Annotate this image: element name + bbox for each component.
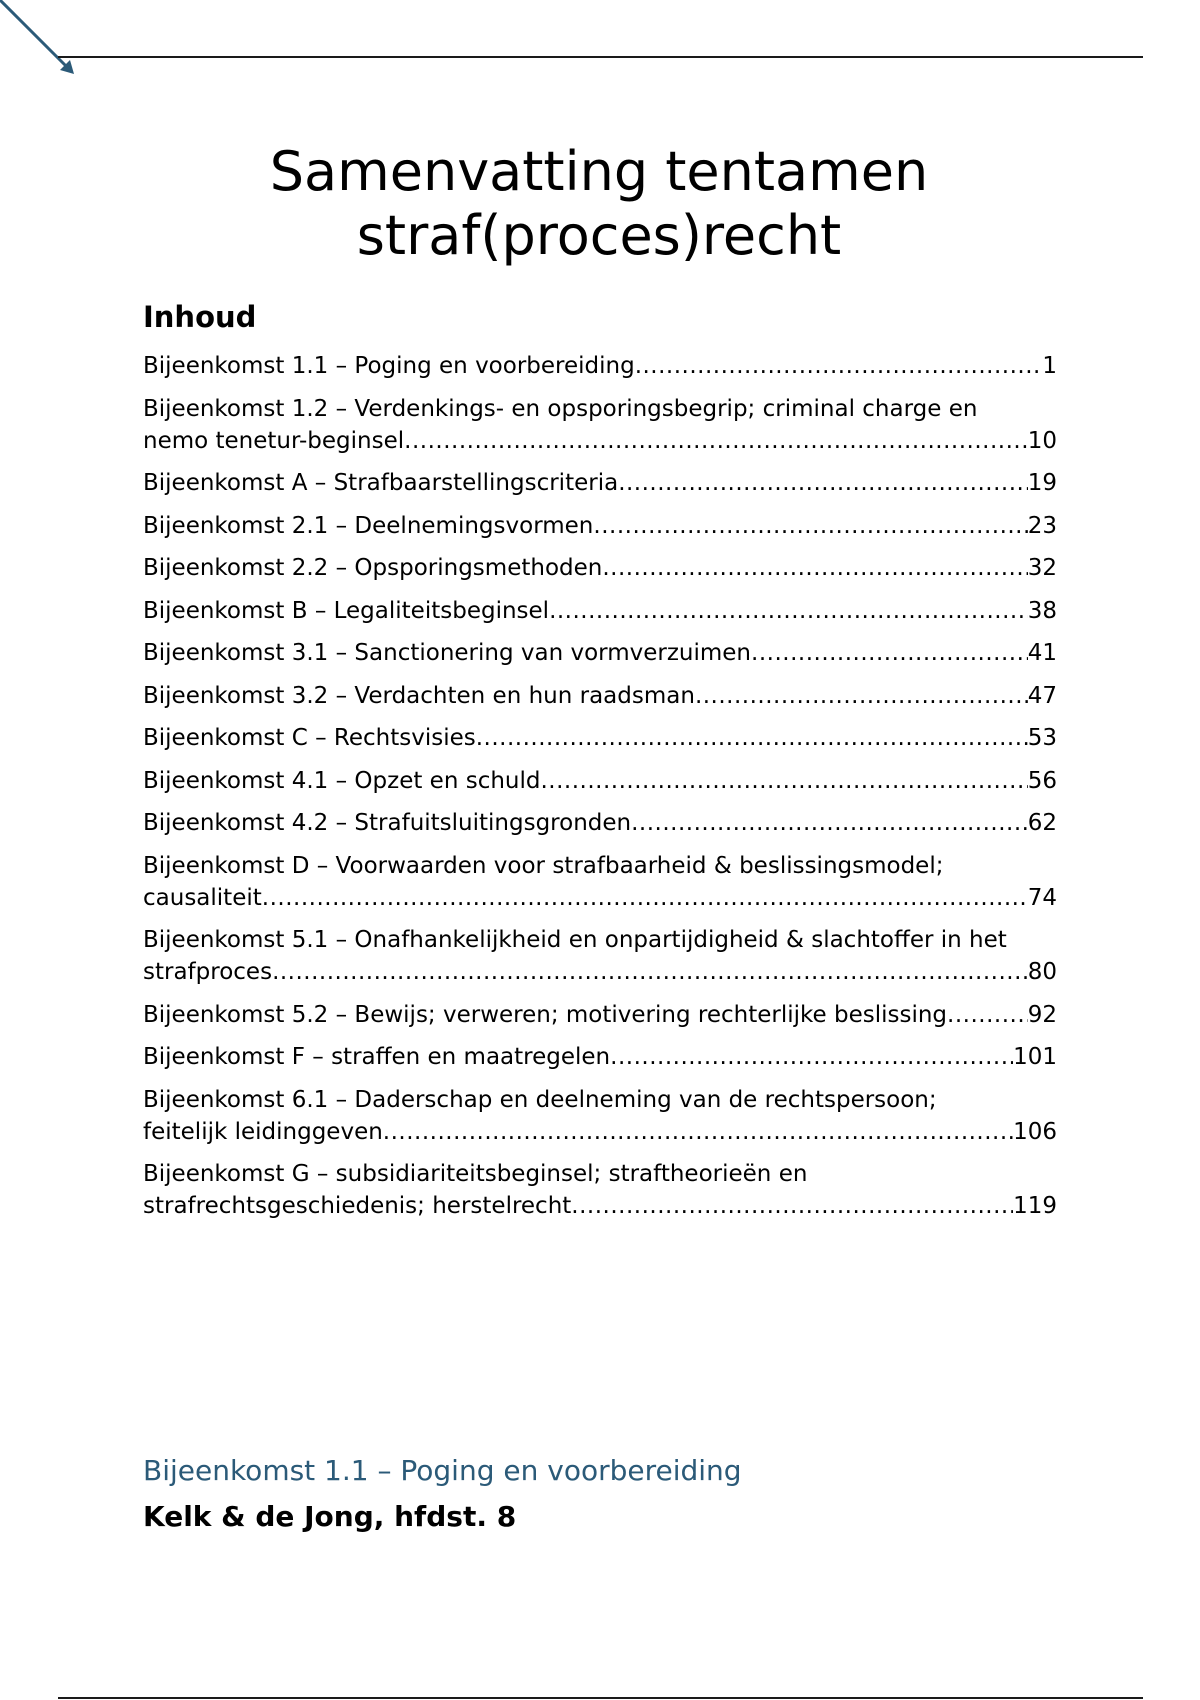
toc-entry[interactable] [143, 1084, 1057, 1148]
toc-leader-dots [947, 999, 1028, 1031]
toc-entry[interactable] [143, 552, 1057, 584]
toc-entry-title: causaliteit [143, 884, 262, 911]
toc-page-number: 74 [1027, 884, 1057, 911]
toc-entry-title-line: Bijeenkomst G – subsidiariteitsbeginsel; straftheorieën en [143, 1161, 808, 1187]
toc-page-number: 38 [1027, 597, 1057, 624]
toc-leader-dots [610, 1041, 1013, 1073]
toc-leader-dots [751, 637, 1028, 669]
toc-leader-dots [272, 956, 1028, 988]
toc-entry[interactable] [143, 999, 1057, 1031]
footer-rule [58, 1697, 1143, 1699]
table-of-contents [143, 350, 1057, 1233]
toc-leader-dots [631, 807, 1028, 839]
toc-entry-title: Bijeenkomst 5.2 – Bewijs; verweren; motivering rechterlijke beslissing [143, 1001, 948, 1028]
toc-entry-title: strafproces [143, 959, 273, 985]
toc-entry[interactable] [143, 595, 1057, 627]
toc-entry[interactable] [143, 722, 1057, 754]
toc-entry-title-line: Bijeenkomst 1.2 – Verdenkings- en opsporingsbegrip; criminal charge en [143, 395, 978, 422]
toc-entry-title-line: Bijeenkomst 6.1 – Daderschap en deelneming van de rechtspersoon; [143, 1086, 937, 1113]
toc-page-number: 10 [1027, 427, 1057, 454]
toc-entry[interactable] [143, 510, 1057, 542]
toc-entry-title: Bijeenkomst 1.1 – Poging en voorbereiding [143, 353, 635, 379]
toc-page-number: 119 [1013, 1193, 1057, 1219]
section-subheading: Kelk & de Jong, hfdst. 8 [143, 1500, 517, 1533]
toc-entry-title: nemo tenetur-beginsel [143, 427, 405, 454]
toc-entry-title: Bijeenkomst 4.2 – Strafuitsluitingsgronden [143, 810, 632, 836]
toc-leader-dots [618, 467, 1028, 499]
toc-page-number: 23 [1027, 512, 1057, 539]
toc-entry-title: Bijeenkomst 3.1 – Sanctionering van vormverzuimen [143, 640, 752, 666]
toc-page-number: 106 [1013, 1118, 1057, 1145]
toc-entry[interactable] [143, 1158, 1057, 1222]
toc-heading: Inhoud [143, 300, 257, 334]
toc-page-number: 62 [1027, 810, 1057, 836]
toc-entry-title: Bijeenkomst F – straffen en maatregelen [143, 1044, 611, 1070]
toc-entry[interactable] [143, 680, 1057, 712]
toc-leader-dots [695, 680, 1028, 712]
toc-page-number: 32 [1027, 555, 1057, 581]
toc-entry-title-line: Bijeenkomst D – Voorwaarden voor strafbaarheid & beslissingsmodel; [143, 852, 944, 879]
toc-entry-title: Bijeenkomst B – Legaliteitsbeginsel [143, 597, 550, 624]
toc-entry[interactable] [143, 850, 1057, 914]
toc-entry-title: Bijeenkomst 4.1 – Opzet en schuld [143, 767, 541, 794]
toc-page-number: 53 [1027, 725, 1057, 751]
toc-leader-dots [549, 595, 1028, 627]
toc-entry[interactable] [143, 350, 1057, 382]
toc-entry[interactable] [143, 807, 1057, 839]
toc-page-number: 101 [1013, 1044, 1057, 1070]
toc-page-number: 1 [1042, 353, 1057, 379]
header-rule [58, 56, 1143, 58]
toc-entry[interactable] [143, 1041, 1057, 1073]
toc-entry-title-line: Bijeenkomst 5.1 – Onafhankelijkheid en onpartijdigheid & slachtoffer in het [143, 927, 1007, 953]
toc-entry[interactable] [143, 765, 1057, 797]
toc-leader-dots [602, 552, 1027, 584]
toc-leader-dots [383, 1116, 1013, 1148]
toc-leader-dots [635, 350, 1043, 382]
toc-page-number: 80 [1027, 959, 1057, 985]
title-line-2: straf(proces)recht [356, 204, 842, 267]
title-line-1: Samenvatting tentamen [269, 140, 929, 203]
toc-leader-dots [404, 425, 1028, 457]
toc-entry-title: Bijeenkomst 2.2 – Opsporingsmethoden [143, 555, 603, 581]
toc-entry[interactable] [143, 924, 1057, 988]
toc-leader-dots [476, 722, 1028, 754]
section-heading: Bijeenkomst 1.1 – Poging en voorbereiding [143, 1454, 742, 1487]
toc-leader-dots [541, 765, 1028, 797]
toc-entry-title: feitelijk leidinggeven [143, 1118, 383, 1145]
toc-leader-dots [262, 882, 1028, 914]
toc-leader-dots [593, 510, 1027, 542]
toc-entry-title: Bijeenkomst A – Strafbaarstellingscriteria [143, 470, 619, 496]
toc-entry[interactable] [143, 637, 1057, 669]
toc-page-number: 47 [1027, 682, 1057, 709]
toc-page-number: 41 [1027, 640, 1057, 666]
corner-arrow-icon [0, 0, 80, 80]
toc-page-number: 19 [1027, 470, 1057, 496]
toc-entry[interactable] [143, 467, 1057, 499]
toc-page-number: 92 [1027, 1001, 1057, 1028]
document-title [145, 140, 1053, 268]
toc-entry[interactable] [143, 393, 1057, 457]
toc-entry-title: strafrechtsgeschiedenis; herstelrecht [143, 1193, 572, 1219]
toc-entry-title: Bijeenkomst 3.2 – Verdachten en hun raadsman [143, 682, 695, 709]
toc-entry-title: Bijeenkomst 2.1 – Deelnemingsvormen [143, 512, 594, 539]
toc-leader-dots [571, 1190, 1013, 1222]
toc-page-number: 56 [1027, 767, 1057, 794]
toc-entry-title: Bijeenkomst C – Rechtsvisies [143, 725, 476, 751]
